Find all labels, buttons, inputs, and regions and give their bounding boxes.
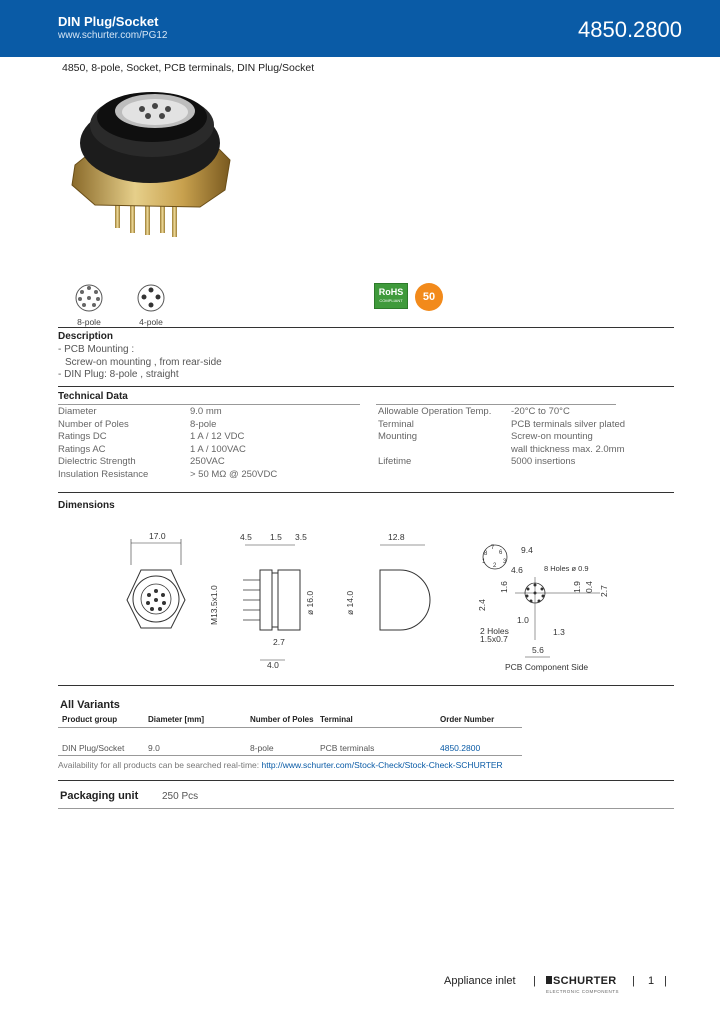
description-line: Screw-on mounting , from rear-side	[65, 356, 222, 368]
table-row	[58, 740, 522, 756]
fifty-years-badge: 50	[415, 283, 443, 311]
tech-row	[378, 443, 625, 457]
dimension-drawing	[95, 525, 615, 675]
availability-text: Availability for all products can be searched real-time:	[58, 760, 260, 770]
footer-separator: |	[533, 975, 536, 987]
socket-8pole-icon	[74, 283, 104, 313]
table-header	[58, 712, 522, 728]
col-header: Product group	[62, 715, 118, 724]
variants-table	[58, 712, 522, 756]
tech-value: 8-pole	[190, 418, 217, 430]
tech-value: 5000 insertions	[511, 456, 576, 467]
dim-label: 4.5	[240, 532, 252, 542]
dim-label: 1.3	[553, 627, 565, 637]
packaging-label: Packaging unit	[60, 790, 139, 802]
tech-key: Terminal	[378, 418, 414, 430]
table-cell: PCB terminals	[320, 743, 375, 753]
dim-label: 2.7	[273, 637, 285, 647]
pin-label-8pole: 8-pole	[77, 317, 101, 327]
dim-label: 12.8	[388, 532, 405, 542]
col-header: Order Number	[440, 715, 495, 724]
technical-left-column	[58, 406, 358, 481]
front-view	[127, 531, 185, 628]
stock-check-link[interactable]: http://www.schurter.com/Stock-Check/Stock-Check-SCHURTER	[261, 760, 503, 770]
schurter-logo	[546, 975, 617, 987]
table-cell: DIN Plug/Socket	[62, 743, 125, 753]
dim-label: 3.5	[295, 532, 307, 542]
order-number-link[interactable]: 4850.2800	[440, 743, 481, 753]
tech-row	[58, 444, 358, 457]
dim-label: ø 16.0	[305, 590, 315, 615]
tech-value: wall thickness max. 2.0mm	[511, 443, 625, 455]
description-heading: Description	[58, 331, 114, 342]
logo-mark-icon	[546, 976, 552, 984]
tech-value: 1 A / 12 VDC	[190, 431, 245, 442]
pin-label-4pole: 4-pole	[139, 317, 163, 327]
tech-row	[58, 419, 358, 432]
dim-label: 8 Holes ø 0.9	[544, 564, 589, 573]
description-line: - PCB Mounting :	[58, 344, 135, 355]
packaging-value: 250 Pcs	[162, 791, 199, 802]
dim-label: 2.4	[477, 599, 487, 611]
page-number: 1	[648, 975, 655, 987]
dimensions-heading: Dimensions	[58, 500, 115, 511]
product-photo	[60, 85, 240, 245]
tech-key: Allowable Operation Temp.	[378, 406, 492, 417]
dim-label: 17.0	[149, 531, 166, 541]
dim-label: 2.7	[599, 585, 609, 597]
brand-tagline: ELECTRONIC COMPONENTS	[546, 989, 620, 994]
rohs-text: RoHS	[378, 287, 404, 297]
header-category: DIN Plug/Socket	[58, 14, 159, 29]
pin-number: 1	[482, 559, 486, 565]
header-part-number: 4850.2800	[578, 17, 682, 42]
tech-key: Ratings DC	[58, 431, 107, 442]
dim-label: ø 14.0	[345, 590, 355, 615]
tech-row	[58, 406, 358, 419]
tech-value: -20°C to 70°C	[511, 406, 570, 417]
pcb-footprint	[477, 545, 609, 672]
tech-row	[378, 418, 626, 432]
tech-row	[378, 456, 618, 469]
technical-heading: Technical Data	[58, 391, 128, 402]
tech-value: Screw-on mounting	[511, 431, 593, 442]
table-cell: 8-pole	[250, 743, 274, 753]
divider	[58, 685, 674, 686]
divider	[58, 404, 360, 405]
table-cell: 9.0	[148, 743, 160, 753]
divider	[376, 404, 616, 405]
side-view	[209, 532, 315, 670]
header-url[interactable]: www.schurter.com/PG12	[58, 30, 168, 41]
divider	[58, 492, 674, 493]
rohs-sub: COMPLIANT	[379, 298, 403, 303]
pin-layout-8pole	[72, 283, 106, 327]
tech-value: 1 A / 100VAC	[190, 443, 246, 455]
tech-key: Number of Poles	[58, 418, 129, 430]
footer-category: Appliance inlet	[444, 975, 516, 987]
pcb-side-label: PCB Component Side	[505, 662, 589, 672]
dim-label: 0.4	[584, 581, 594, 593]
pin-number: 2	[493, 563, 497, 569]
tech-key: Insulation Resistance	[58, 468, 149, 480]
divider	[58, 386, 674, 387]
availability-note	[58, 760, 503, 770]
tech-value: PCB terminals silver plated	[511, 418, 626, 430]
dim-label: 4.6	[511, 565, 523, 575]
tech-key: Dielectric Strength	[58, 456, 136, 467]
variants-heading: All Variants	[60, 699, 120, 711]
col-header: Terminal	[320, 715, 353, 724]
rear-view	[345, 532, 430, 630]
tech-key: Mounting	[378, 431, 418, 442]
tech-value: 9.0 mm	[190, 406, 222, 417]
description-line: - DIN Plug: 8-pole , straight	[58, 369, 179, 380]
col-header: Number of Poles	[250, 715, 314, 724]
footer-separator: |	[632, 975, 635, 987]
tech-value: 250VAC	[190, 456, 225, 467]
dim-label: 1.0	[517, 615, 529, 625]
description-list	[58, 344, 222, 382]
tech-row	[58, 469, 358, 482]
pin-number: 8	[484, 551, 488, 557]
dim-label: 1.6	[499, 581, 509, 593]
divider	[58, 780, 674, 781]
pin-number: 7	[491, 545, 495, 551]
tech-row	[378, 406, 618, 419]
pin-layout-4pole	[134, 283, 168, 327]
rohs-badge	[374, 283, 408, 309]
dim-label: 2 Holes	[480, 626, 509, 636]
pin-number: 6	[499, 550, 503, 556]
tech-key: Ratings AC	[58, 443, 106, 455]
product-subtitle: 4850, 8-pole, Socket, PCB terminals, DIN Plug/Socket	[62, 62, 315, 74]
socket-4pole-icon	[136, 283, 166, 313]
tech-key: Lifetime	[378, 456, 412, 467]
col-header: Diameter [mm]	[148, 715, 205, 724]
dim-label: 1.9	[572, 581, 582, 593]
tech-key: Diameter	[58, 406, 97, 417]
dim-label: 1.5	[270, 532, 282, 542]
tech-value: > 50 MΩ @ 250VDC	[190, 468, 278, 480]
divider	[58, 327, 674, 328]
dim-label: M13.5x1.0	[209, 585, 219, 625]
dim-label: 9.4	[521, 545, 533, 555]
dim-label: 5.6	[532, 645, 544, 655]
dim-label: 1.5x0.7	[480, 634, 508, 644]
tech-row	[378, 431, 618, 444]
technical-right-column	[378, 406, 626, 469]
brand-name: SCHURTER	[553, 975, 617, 987]
divider	[58, 808, 674, 809]
page-header	[0, 0, 720, 57]
pin-number: 3	[503, 559, 507, 565]
tech-row	[58, 456, 358, 469]
footer-separator: |	[664, 975, 667, 987]
dim-label: 4.0	[267, 660, 279, 670]
tech-row	[58, 431, 358, 444]
